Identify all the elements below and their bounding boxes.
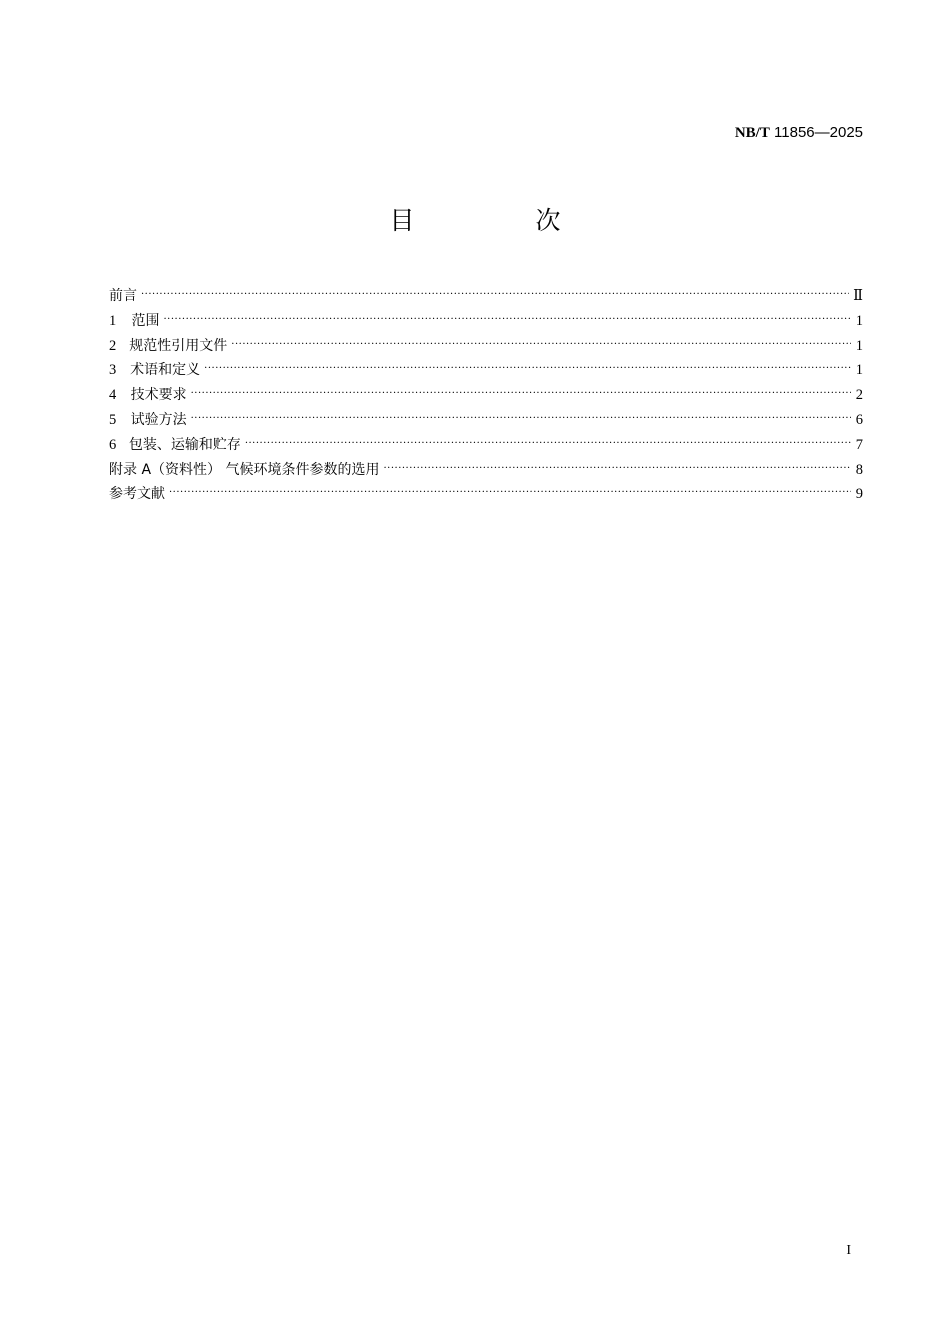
toc-entry-number: 5	[109, 411, 117, 428]
toc-leader-dots	[245, 432, 851, 457]
toc-entry-page: 6	[855, 411, 863, 428]
toc-entry-label: 范围	[131, 312, 160, 329]
toc-entry-page: 7	[855, 436, 863, 453]
toc-leader-dots	[191, 382, 851, 407]
toc-entry-bibliography[interactable]	[109, 482, 863, 507]
toc-leader-dots	[204, 357, 851, 382]
toc-entry-page: Ⅱ	[853, 288, 863, 304]
page-number: I	[846, 1243, 851, 1258]
toc-entry-page: 9	[855, 486, 863, 503]
toc-entry-page: 1	[855, 362, 863, 379]
toc-entry-number: 2	[109, 337, 117, 354]
standard-prefix: NB/T	[734, 125, 770, 141]
toc-entry-page: 2	[855, 387, 863, 404]
toc-entry-foreword[interactable]	[109, 284, 863, 309]
toc-entry-page: 1	[855, 337, 863, 354]
toc-entry-label: 附录 A（资料性） 气候环境条件参数的选用	[109, 461, 380, 478]
standard-number: 11856—2025	[774, 124, 863, 141]
toc-entry-label: 前言	[109, 288, 137, 304]
toc-leader-dots	[164, 308, 852, 333]
page-title: 目 次	[389, 206, 609, 235]
toc-entry-number: 4	[109, 387, 117, 404]
toc-entry-number: 3	[109, 362, 117, 379]
toc-leader-dots	[169, 481, 851, 506]
toc-entry-normative-references[interactable]	[109, 334, 863, 359]
toc-entry-appendix-a[interactable]	[109, 458, 863, 483]
toc-entry-label: 规范性引用文件	[129, 337, 228, 354]
toc-entry-label: 试验方法	[130, 411, 187, 428]
toc-entry-test-methods[interactable]	[109, 408, 863, 433]
standard-code	[735, 124, 863, 142]
toc-entry-label: 技术要求	[130, 387, 187, 404]
toc-entry-terms-definitions[interactable]	[109, 358, 863, 383]
table-of-contents	[109, 284, 863, 507]
toc-entry-label: 术语和定义	[130, 362, 201, 379]
toc-entry-page: 8	[855, 461, 863, 478]
toc-leader-dots	[191, 407, 851, 432]
toc-entry-page: 1	[855, 312, 863, 329]
toc-entry-label: 参考文献	[109, 486, 165, 503]
toc-entry-packaging-transport-storage[interactable]	[109, 433, 863, 458]
toc-entry-number: 6	[109, 436, 117, 453]
toc-leader-dots	[231, 333, 851, 358]
toc-entry-technical-requirements[interactable]	[109, 383, 863, 408]
toc-entry-number: 1	[109, 312, 117, 329]
toc-leader-dots	[383, 457, 851, 482]
toc-leader-dots	[141, 283, 849, 308]
toc-entry-scope[interactable]	[109, 309, 863, 334]
toc-entry-label: 包装、运输和贮存	[128, 436, 241, 453]
